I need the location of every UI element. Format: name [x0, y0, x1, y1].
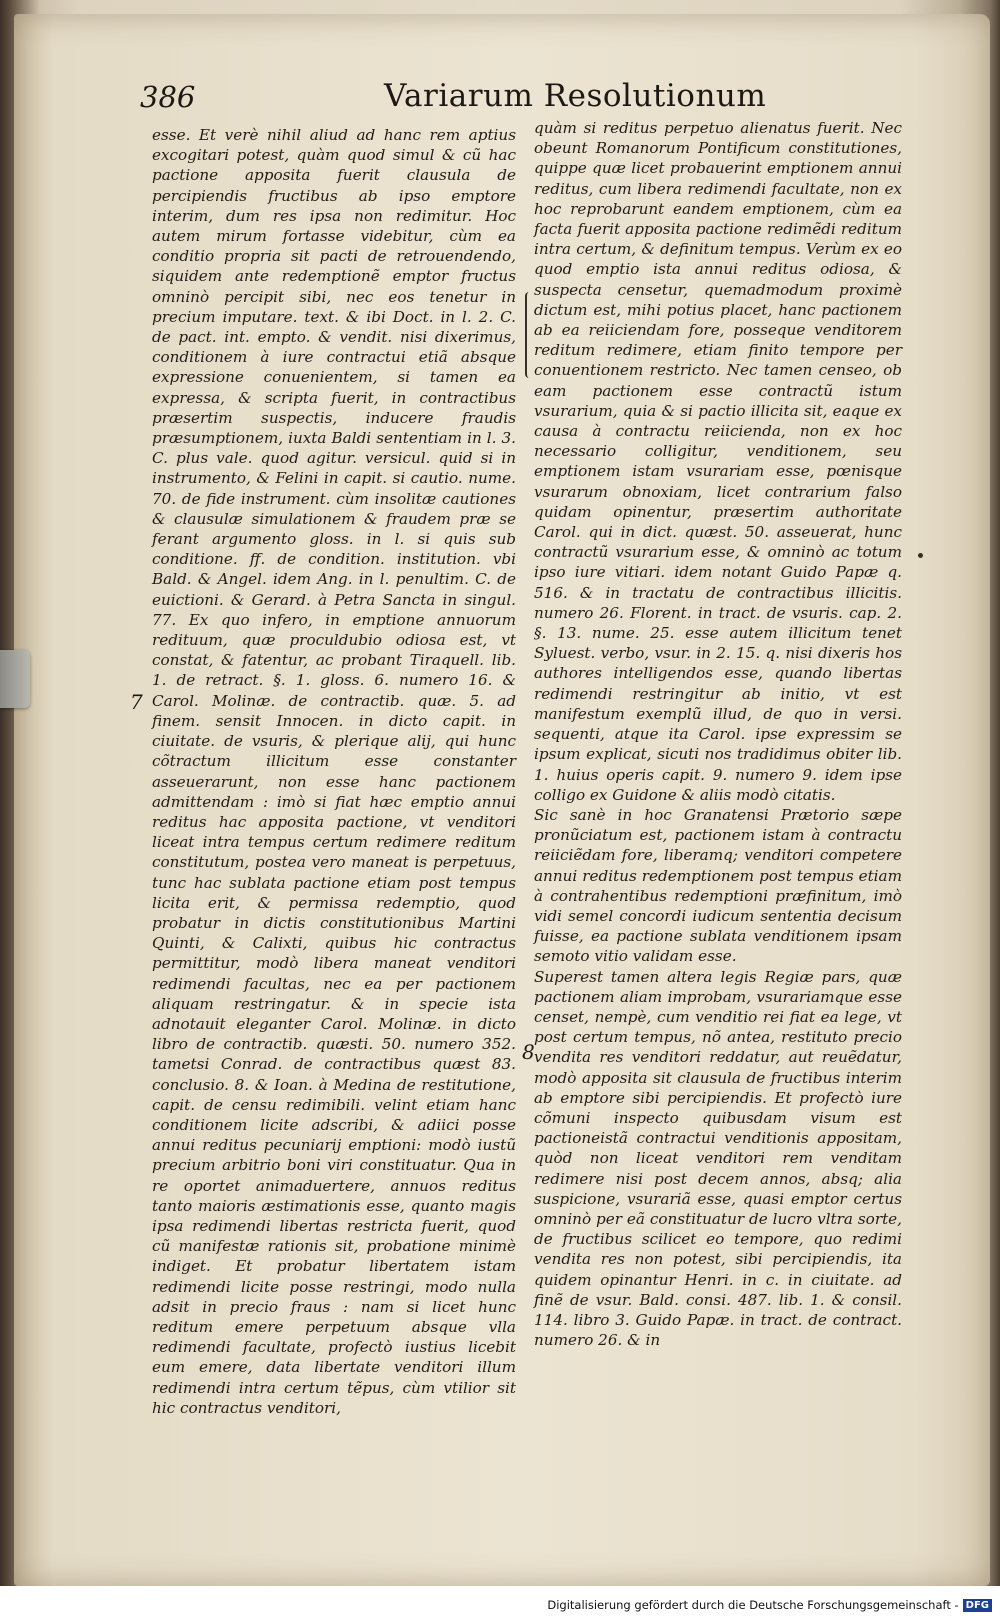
margin-dot — [918, 553, 923, 558]
page-number: 386 — [140, 80, 196, 114]
right-paragraph-2: Sic sanè in hoc Granatensi Prætorio sæpe pronũciatum est, pactionem istam à contractu reiiciẽdam fore, liberamq; venditori competere annui reditus redemptionem post tempus etiam à contrahentibus redemptioni præfinitum, imò vidi semel concordi iudicum sententia decisum fuisse, ea pactione sublata venditionem ipsam semoto vitio validam esse. — [534, 805, 902, 966]
footer-text: Digitalisierung gefördert durch die Deutsche Forschungsgemeinschaft - — [547, 1598, 959, 1612]
right-paragraph-1: quàm si reditus perpetuo alienatus fuerit. Nec obeunt Romanorum Pontificum constitutiones, quippe quæ licet probauerint emptionem annui reditus, cum libera redimendi facultate, non ex hoc reprobarunt eandem emptionem, cùm ea facta fuerit apposita pactione redimẽdi reditum intra certum, & definitum tempus. Verùm ex eo quod emptio ista annui reditus odiosa, & suspecta censetur, quemadmodum proximè dictum est, mihi potius placet, hanc pactionem ab ea reiiciendam fore, posseque venditorem reditum redimere, etiam finito tempore per conuentionem restricto. Nec tamen censeo, ob eam pactionem esse contractũ istum vsurarium, quia & si pactio illicita sit, eaque ex causa à contractu reiicienda, non ex hoc necessario colligitur, venditionem, seu emptionem istam vsurariam esse, pœnisque vsurarum obnoxiam, licet contrarium falso quidam opinentur, præsertim authoritate Carol. qui in dict. quæst. 50. asseuerat, hunc contractũ vsurarium esse, & omninò ac totum ipso iure vitiari. idem notant Guido Papæ q. 516. & in tractatu de contractibus illicitis. numero 26. Florent. in tract. de vsuris. cap. 2. §. 13. nume. 25. esse autem illicitum tenet Syluest. verbo, vsur. in 2. 15. q. nisi dixeris hos authores intelligendos esse, quando libertas redimendi restringitur ab initio, vt est manifestum exemplũ illud, de quo in versi. sequenti, atque ita Carol. ipse expressim se ipsum explicat, sicuti nos tradidimus obiter lib. 1. huius operis capit. 9. numero 9. idem ipse colligo ex Guidone & aliis modò citatis. — [534, 119, 902, 804]
right-paragraph-3: Superest tamen altera legis Regiæ pars, quæ pactionem aliam improbam, vsurariamque esse censet, nempè, cum venditio rei fiat ea lege, vt post certum tempus, nõ antea, restituto precio vendita res venditori reddatur, aut reuẽdatur, modò apposita sit clausula de fructibus interim ab emptore sibi percipiendis. Et profectò iure cõmuni inspecto quibusdam visum est pactioneistã contractui venditionis appositam, quòd non liceat venditori rem venditam redimere nisi post decem annos, absq; alia suspicione, vsurariã esse, quasi emptor certus omninò per eã constituatur de lucro vltra sorte, de fructibus scilicet eo tempore, quo redimi vendita res non potest, sibi percipiendis, ita quidem opinantur Henri. in c. in ciuitate. ad finẽ de vsur. Bald. consi. 487. lib. 1. & consil. 114. libro 3. Guido Papæ. in tract. de contract. numero 26. & in — [534, 967, 902, 1350]
margin-number-right: 8 — [522, 1040, 535, 1064]
footer — [547, 1598, 992, 1612]
margin-number-left: 7 — [130, 690, 143, 714]
left-paragraph: esse. Et verè nihil aliud ad hanc rem aptius excogitari potest, quàm quod simul & cũ hac pactione apposita fuerit clausula de percipiendis fructibus ab ipso emptore interim, dum res ipsa non redimitur. Hoc autem mirum fortasse videbitur, cùm ea conditio propria sit pacti de retrouendendo, siquidem ante redemptionẽ emptor fructus omninò percipit sibi, nec eos tenetur in precium imputare. text. & ibi Doct. in l. 2. C. de pact. int. empto. & vendit. nisi dixerimus, conditionem à iure contractui etiã absque expressione conuenientem, si tamen ea expressa, & scripta fuerit, in contractibus præsertim suspectis, inducere fraudis præsumptionem, iuxta Baldi sententiam in l. 3. C. plus vale. quod agitur. versicul. quid si in instrumento, & Felini in capit. si cautio. nume. 70. de fide instrument. cùm insolitæ cautiones & clausulæ simulationem & fraudem præ se ferant argumento gloss. in l. si quis sub conditione. ff. de condition. institution. vbi Bald. & Angel. idem Ang. in l. penultim. C. de euictioni. & Gerard. à Petra Sancta in singul. 77. Ex quo infero, in emptione annuorum redituum, quæ proculdubio odiosa est, vt constat, & fatentur, ac probant Tiraquell. lib. 1. de retract. §. 1. gloss. 6. numero 16. & Carol. Molinæ. de contractib. quæ. 5. ad finem. sensit Innocen. in dicto capit. in ciuitate. de vsuris, & plerique alij, qui hunc cõtractum illicitum esse constanter asseuerarunt, non esse hanc pactionem admittendam : imò si fiat hæc emptio annui reditus hac apposita pactione, vt venditori liceat intra tempus certum redimere reditum constitutum, postea vero maneat is perpetuus, tunc hac sublata pactione etiam post tempus licita erit, & permissa redemptio, quod probatur in dictis constitutionibus Martini Quinti, & Calixti, quibus hic contractus permittitur, modò libera maneat venditori redimendi facultas, nec ea per pactionem aliquam restringatur. & in specie ista adnotauit eleganter Carol. Molinæ. in dicto libro de contractib. quæsti. 50. numero 352. tametsi Conrad. de contractibus quæst 83. conclusio. 8. & Ioan. à Medina de restitutione, capit. de censu redimibili. velint etiam hanc conditionem licite adscribi, & adiici posse annui reditus pecuniarij emptioni: modò iustũ precium arbitrio boni viri constituatur. Qua in re oportet animaduertere, annuos reditus tanto maioris æstimationis esse, quanto magis ipsa redimendi libertas restricta fuerit, quod cũ manifestæ rationis sit, probatione minimè indiget. Et probatur libertatem istam redimendi licite posse restringi, modo nulla adsit in precio fraus : nam si licet hunc reditum emere perpetuum absque vlla redimendi facultate, profectò iustius licebit eum emere, data libertate venditori illum redimendi intra certum tẽpus, cùm vtilior sit hic contractus venditori, — [152, 126, 516, 1417]
left-column — [152, 125, 516, 1418]
dfg-logo: DFG — [963, 1599, 992, 1612]
right-column — [534, 118, 902, 1350]
running-head: Variarum Resolutionum — [384, 78, 767, 114]
margin-bracket — [525, 292, 533, 378]
page-tab-marker — [0, 650, 30, 708]
